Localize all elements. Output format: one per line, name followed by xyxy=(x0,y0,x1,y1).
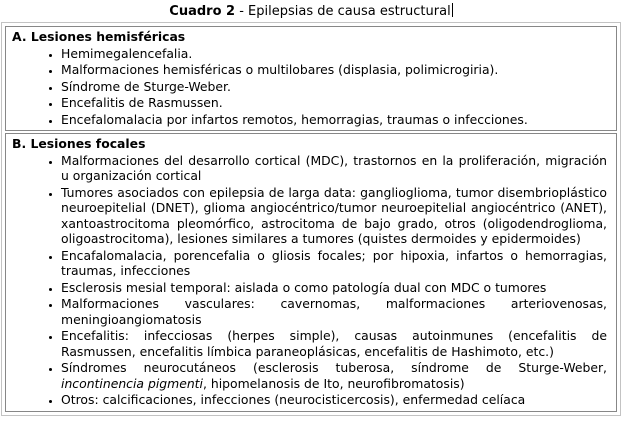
list-item xyxy=(61,392,608,408)
list-item xyxy=(61,112,608,128)
list-item xyxy=(61,360,608,391)
text-run: Malformaciones del desarrollo cortical (MDC), trastornos en la proliferación, migración u organización cortical xyxy=(61,152,607,183)
title-label: Cuadro 2 xyxy=(169,4,236,19)
list-item xyxy=(61,185,608,247)
text-run: Malformaciones vasculares: cavernomas, malformaciones arteriovenosas, meningioangiomatosis xyxy=(61,296,607,327)
document-title[interactable] xyxy=(0,0,622,22)
section-b-header: B. Lesiones focales xyxy=(12,136,146,151)
section-a-cell[interactable] xyxy=(5,26,617,131)
text-run: Síndromes neurocutáneos (esclerosis tuberosa, síndrome de Sturge-Weber, xyxy=(61,360,607,375)
text-run: Tumores asociados con epilepsia de larga data: ganglioglioma, tumor disembrioplástico neuroepitelial (DNET), glioma angiocéntrico/tumor neuroepitelial angiocéntrico (ANET), xantoastrocitoma pleomórfico, astrocitoma de bajo grado, otros (oligodendroglioma, oligoastrocitoma), lesiones similares a tumores (quistes dermoides y epidermoides) xyxy=(61,184,607,246)
text-run: Otros: calcificaciones, infecciones (neurocisticercosis), enfermedad celíaca xyxy=(61,392,526,407)
text-run: incontinencia pigmenti xyxy=(61,375,203,391)
list-item xyxy=(61,248,608,279)
list-item xyxy=(61,62,608,78)
text-run: Encefalitis: infecciosas (herpes simple), causas autoinmunes (encefalitis de Rasmussen, encefalitis límbica paraneoplásicas, encefalitis de Hashimoto, etc.) xyxy=(61,328,607,359)
text-run: Síndrome de Sturge-Weber. xyxy=(61,78,231,94)
table-frame xyxy=(1,22,621,416)
list-item xyxy=(61,328,608,359)
text-run: Hemimegalencefalia. xyxy=(61,45,193,61)
section-a-header: A. Lesiones hemisféricas xyxy=(12,29,186,44)
list-item xyxy=(61,46,608,62)
text-run: Encafalomalacia, porencefalia o gliosis focales; por hipoxia, infartos o hemorragias, traumas, infecciones xyxy=(61,247,607,278)
list-item xyxy=(61,296,608,327)
list-item xyxy=(61,79,608,95)
list-item xyxy=(61,280,608,296)
text-run: Esclerosis mesial temporal: aislada o como patología dual con MDC o tumores xyxy=(61,279,547,295)
title-text: - Epilepsias de causa estructural xyxy=(235,4,451,19)
list-item xyxy=(61,95,608,111)
section-b-cell[interactable] xyxy=(5,133,617,412)
text-cursor xyxy=(452,3,453,17)
text-run: Encefalomalacia por infartos remotos, hemorragias, traumas o infecciones. xyxy=(61,111,528,127)
text-run: Malformaciones hemisféricas o multilobares (displasia, polimicrogiria). xyxy=(61,62,499,77)
text-run: Encefalitis de Rasmussen. xyxy=(61,95,223,110)
text-run: , hipomelanosis de Ito, neurofibromatosis) xyxy=(202,375,465,391)
list-item xyxy=(61,153,608,184)
section-a-list xyxy=(11,46,608,128)
section-b-list xyxy=(11,153,608,408)
